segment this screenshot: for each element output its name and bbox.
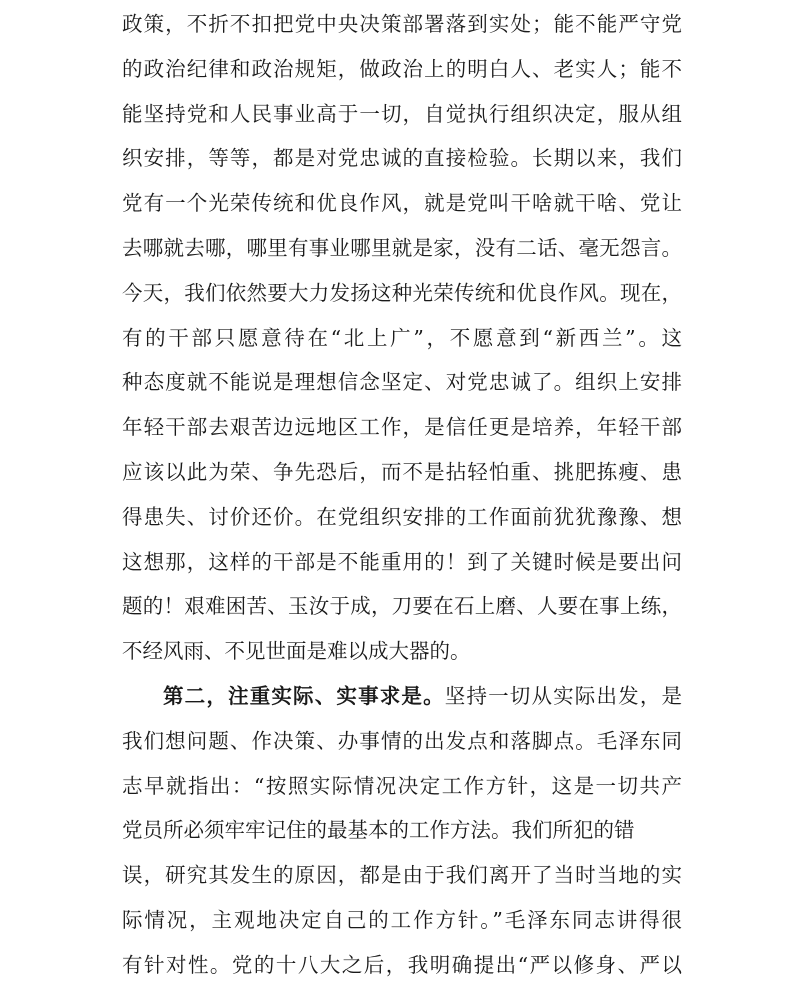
text-line: 党有一个光荣传统和优良作风，就是党叫干啥就干啥、党让	[122, 191, 682, 216]
text-line: 去哪就去哪，哪里有事业哪里就是家，没有二话、毫无怨言。	[122, 235, 682, 260]
text-line: 有针对性。党的十八大之后，我明确提出“严以修身、严以	[122, 952, 682, 977]
text-line: 际情况，主观地决定自己的工作方针。”毛泽东同志讲得很	[122, 907, 682, 932]
text-line: 能坚持党和人民事业高于一切，自觉执行组织决定，服从组	[122, 101, 682, 126]
text-line: 党员所必须牢牢记住的最基本的工作方法。我们所犯的错	[122, 818, 635, 843]
text-line: 有的干部只愿意待在“北上广”，不愿意到“新西兰”。这	[122, 325, 682, 350]
text-segment: 坚持一切从实际出发，是	[444, 683, 683, 708]
document-page	[122, 0, 682, 986]
text-line: 年轻干部去艰苦边远地区工作，是信任更是培养，年轻干部	[122, 415, 682, 440]
text-line: 志早就指出：“按照实际情况决定工作方针，这是一切共产	[122, 773, 682, 798]
text-line: 政策，不折不扣把党中央决策部署落到实处；能不能严守党	[122, 12, 682, 36]
text-line: 今天，我们依然要大力发扬这种光荣传统和优良作风。现在，	[122, 280, 682, 305]
text-line: 织安排，等等，都是对党忠诚的直接检验。长期以来，我们	[122, 146, 682, 171]
text-line: 得患失、讨价还价。在党组织安排的工作面前犹犹豫豫、想	[122, 504, 682, 529]
text-line: 的政治纪律和政治规矩，做政治上的明白人、老实人；能不	[122, 56, 682, 81]
text-line: 误，研究其发生的原因，都是由于我们离开了当时当地的实	[122, 863, 682, 888]
text-line: 种态度就不能说是理想信念坚定、对党忠诚了。组织上安排	[122, 370, 682, 395]
text-line: 这想那，这样的干部是不能重用的！到了关键时候是要出问	[122, 549, 682, 574]
section-heading: 第二，注重实际、实事求是。	[163, 683, 445, 708]
text-line: 应该以此为荣、争先恐后，而不是拈轻怕重、挑肥拣瘦、患	[122, 459, 682, 484]
text-line: 我们想问题、作决策、办事情的出发点和落脚点。毛泽东同	[122, 728, 682, 753]
text-line: 题的！艰难困苦、玉汝于成，刀要在石上磨、人要在事上练，	[122, 594, 682, 619]
paragraph-end-line: 不经风雨、不见世面是难以成大器的。	[122, 639, 471, 664]
section-heading-line	[122, 676, 682, 717]
